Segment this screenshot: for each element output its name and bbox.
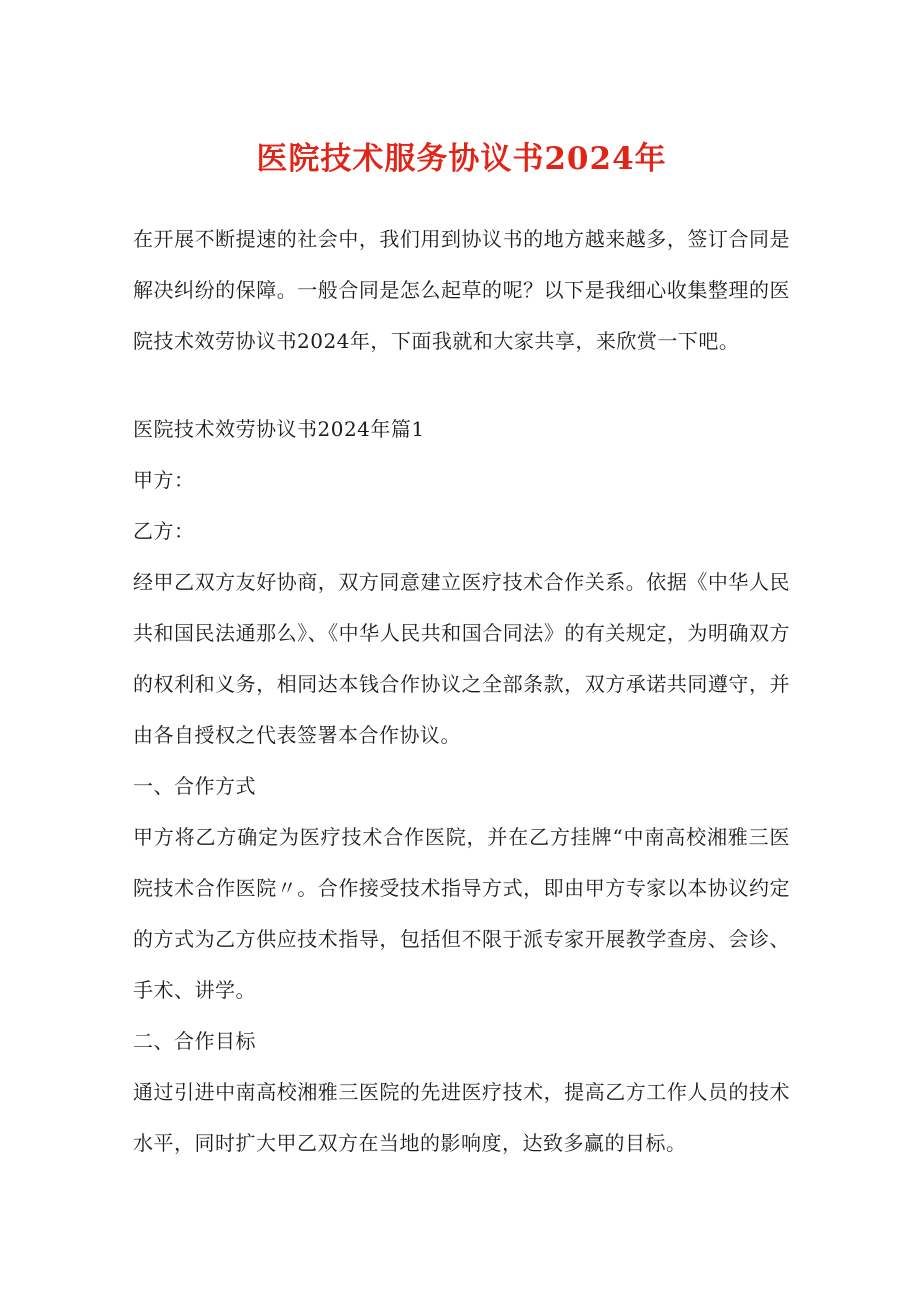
clause2-body-paragraph: 通过引进中南高校湘雅三医院的先进医疗技术，提高乙方工作人员的技术水平，同时扩大甲乙双方在当地的影响度，达致多赢的目标。	[133, 1080, 790, 1155]
clause1-body-paragraph: 甲方将乙方确定为医疗技术合作医院，并在乙方挂牌“中南高校湘雅三医院技术合作医院〃。合作接受技术指导方式，即由甲方专家以本协议约定的方式为乙方供应技术指导，包括但不限于派专家开展教学查房、会诊、手术、讲学。	[133, 825, 790, 1002]
intro-paragraph: 在开展不断提速的社会中，我们用到协议书的地方越来越多，签订合同是解决纠纷的保障。一般合同是怎么起草的呢？以下是我细心收集整理的医院技术效劳协议书2024年，下面我就和大家共享，来欣赏一下吧。	[133, 227, 790, 353]
section-heading: 医院技术效劳协议书2024年篇1	[133, 417, 425, 441]
clause1-heading: 一、合作方式	[133, 774, 256, 798]
agreement-basis-paragraph: 经甲乙双方友好协商，双方同意建立医疗技术合作关系。依据《中华人民共和国民法通那么》、《中华人民共和国合同法》的有关规定，为明确双方的权利和义务，相同达本钱合作协议之全部条款，双方承诺共同遵守，并由各自授权之代表签署本合作协议。	[133, 570, 790, 747]
party-a-line: 甲方：	[133, 468, 195, 492]
clause2-heading: 二、合作目标	[133, 1029, 256, 1053]
party-b-line: 乙方：	[133, 519, 195, 543]
document-title: 医院技术服务协议书2024年	[256, 141, 667, 177]
